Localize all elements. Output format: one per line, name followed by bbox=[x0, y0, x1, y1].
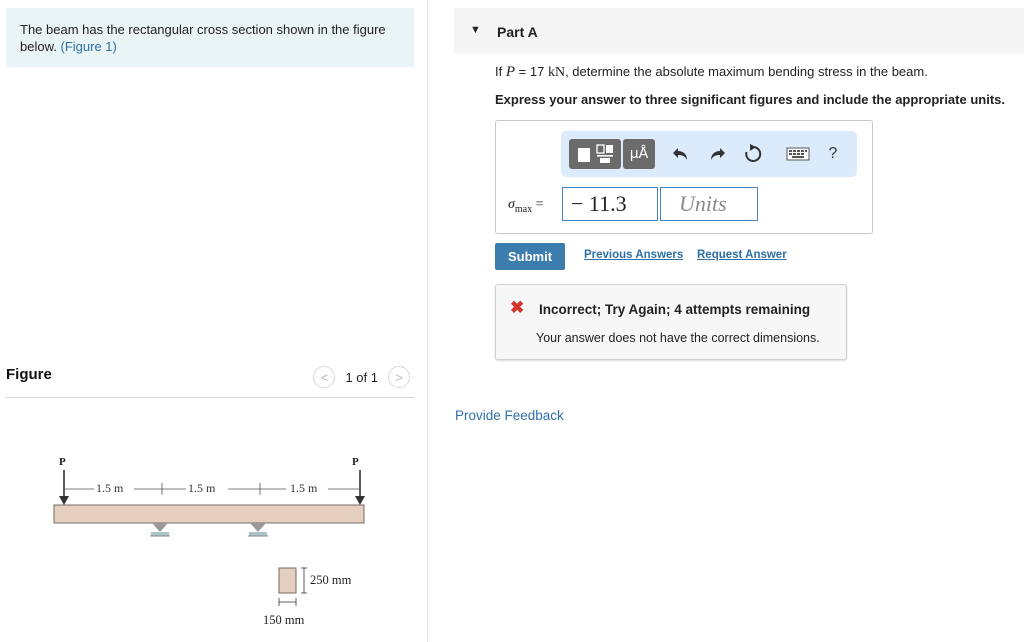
redo-icon[interactable] bbox=[705, 139, 729, 169]
submit-button[interactable]: Submit bbox=[495, 243, 565, 270]
reset-icon[interactable] bbox=[741, 139, 765, 169]
figure-page-count: 1 of 1 bbox=[345, 369, 378, 385]
span-label-3: 1.5 m bbox=[290, 481, 318, 495]
span-label-2: 1.5 m bbox=[188, 481, 216, 495]
pin-support-right bbox=[248, 523, 268, 536]
math-toolbar bbox=[561, 131, 857, 177]
previous-answers-link[interactable]: Previous Answers bbox=[584, 249, 684, 261]
problem-intro bbox=[6, 8, 414, 67]
load-arrowhead-right bbox=[355, 496, 365, 505]
beam-figure bbox=[40, 448, 400, 638]
problem-column bbox=[0, 0, 428, 642]
keyboard-icon[interactable] bbox=[785, 139, 811, 169]
answer-equals: = bbox=[535, 197, 544, 212]
height-label: 250 mm bbox=[310, 573, 352, 587]
pin-support-left bbox=[150, 523, 170, 536]
load-label-left: P bbox=[59, 456, 66, 468]
error-x-icon: ✖ bbox=[510, 298, 525, 317]
figure-title: Figure bbox=[6, 366, 52, 383]
span-label-1: 1.5 m bbox=[96, 481, 124, 495]
sigma-subscript: max bbox=[514, 203, 533, 215]
cross-section bbox=[279, 568, 296, 593]
collapse-toggle-icon[interactable]: ▼ bbox=[470, 24, 481, 36]
beam bbox=[54, 505, 364, 523]
question-unit: kN bbox=[547, 65, 566, 80]
question-prefix: If bbox=[495, 64, 503, 79]
answer-instruction: Express your answer to three significant figures and include the appropriate units. bbox=[495, 92, 1005, 107]
problem-intro-text: The beam has the rectangular cross section shown in the figure below. bbox=[20, 22, 386, 54]
help-icon[interactable]: ? bbox=[828, 145, 838, 162]
feedback-message bbox=[495, 284, 847, 360]
figure-link[interactable]: (Figure 1) bbox=[60, 39, 117, 54]
previous-figure-button[interactable]: < bbox=[313, 366, 335, 388]
part-title: Part A bbox=[497, 24, 538, 40]
sigma-symbol: σ bbox=[508, 197, 515, 212]
question-suffix: , determine the absolute maximum bending stress in the beam. bbox=[565, 64, 928, 79]
width-label: 150 mm bbox=[263, 613, 305, 627]
request-answer-link[interactable]: Request Answer bbox=[697, 249, 787, 261]
answer-panel bbox=[495, 120, 873, 234]
part-a-header[interactable] bbox=[454, 8, 1024, 54]
templates-icon[interactable] bbox=[569, 139, 621, 169]
answer-symbol bbox=[508, 197, 544, 215]
question-text bbox=[495, 64, 928, 81]
units-mu-icon[interactable]: μÅ bbox=[623, 139, 655, 169]
question-equals: = 17 bbox=[518, 64, 545, 79]
question-variable: P bbox=[505, 64, 516, 80]
load-label-right: P bbox=[352, 456, 359, 468]
answer-units-input[interactable]: Units bbox=[660, 187, 758, 221]
undo-icon[interactable] bbox=[669, 139, 693, 169]
load-arrowhead-left bbox=[59, 496, 69, 505]
feedback-detail: Your answer does not have the correct dimensions. bbox=[536, 331, 820, 345]
answer-value-input[interactable]: − 11.3 bbox=[562, 187, 658, 221]
figure-header bbox=[6, 362, 414, 398]
figure-pager bbox=[313, 366, 410, 388]
next-figure-button[interactable]: > bbox=[388, 366, 410, 388]
provide-feedback-link[interactable]: Provide Feedback bbox=[455, 408, 564, 423]
feedback-title: Incorrect; Try Again; 4 attempts remaining bbox=[539, 302, 811, 317]
